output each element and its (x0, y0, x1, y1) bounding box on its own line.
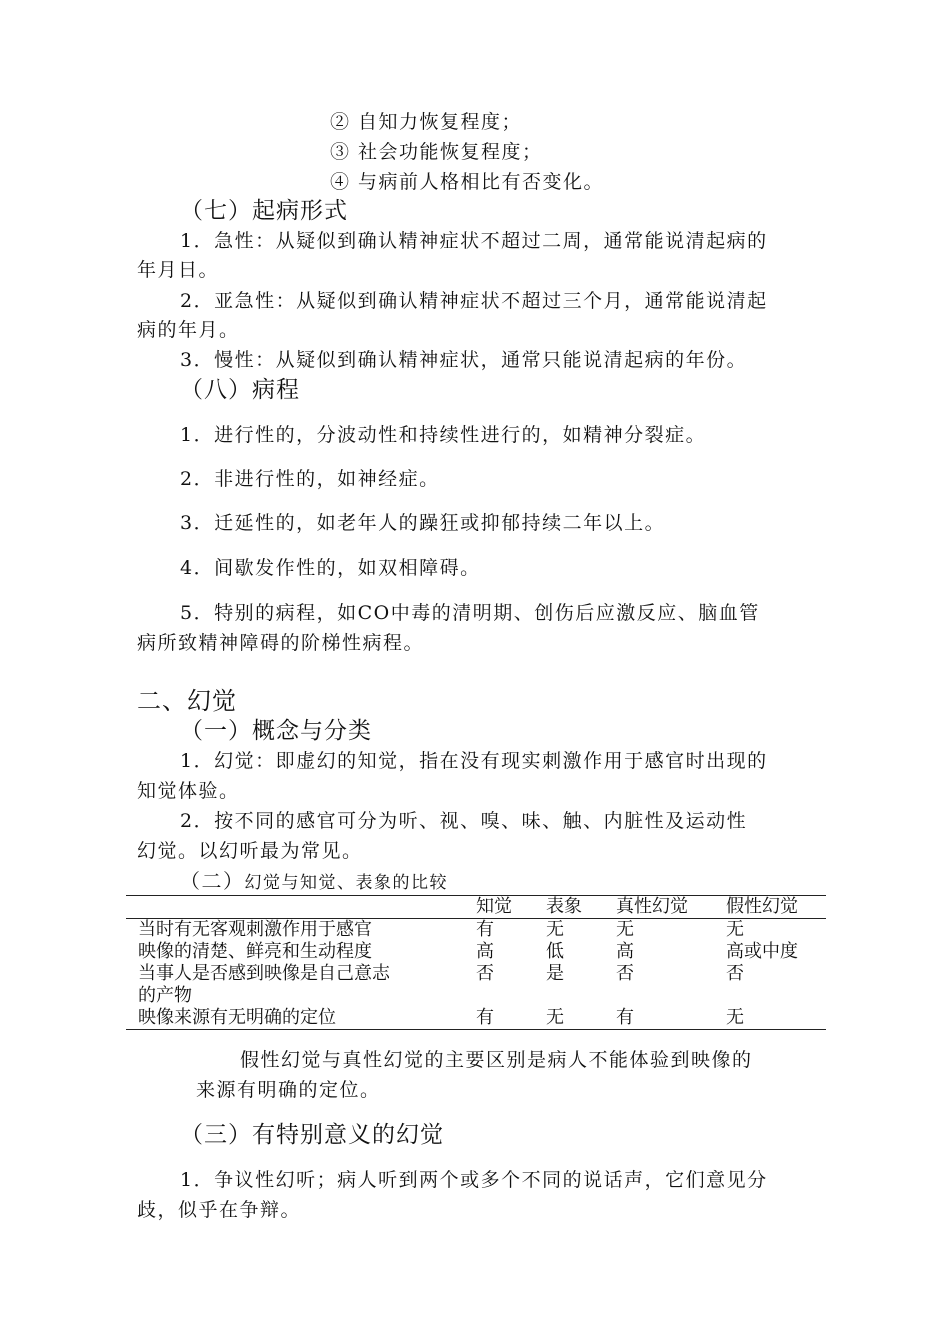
table-cell (726, 985, 826, 1007)
table-cell: 否 (726, 963, 744, 984)
note-line-1: 假性幻觉与真性幻觉的主要区别是病人不能体验到映像的 (240, 1049, 753, 1071)
table-cell (546, 985, 616, 1007)
subsection-1-p2-cont: 幻觉。以幻听最为常见。 (137, 840, 363, 862)
table-cell: 无 (726, 919, 744, 940)
table-cell: 高或中度 (726, 941, 798, 962)
subsection-2-number: （二） (180, 869, 245, 893)
section-7-p1: 1．急性：从疑似到确认精神症状不超过二周，通常能说清起病的 (180, 230, 768, 252)
table-row (126, 985, 826, 1007)
section-7-p3: 3．慢性：从疑似到确认精神症状，通常只能说清起病的年份。 (180, 349, 748, 371)
table-cell (476, 985, 546, 1007)
list-item-3: ③ 社会功能恢复程度； (330, 141, 543, 163)
table-cell: 高 (616, 941, 634, 962)
section-3-p1: 1．争议性幻听；病人听到两个或多个不同的说话声，它们意见分 (180, 1169, 768, 1191)
table-cell: 高 (476, 941, 494, 962)
subsection-2-title (180, 868, 448, 896)
table-cell: 映像的清楚、鲜亮和生动程度 (138, 941, 372, 962)
table-cell: 无 (546, 919, 564, 940)
table-cell: 有 (616, 1007, 634, 1028)
subsection-1-p1-cont: 知觉体验。 (137, 780, 240, 802)
table-row (126, 963, 826, 985)
table-cell: 无 (616, 919, 634, 940)
section-7-p1-cont: 年月日。 (137, 259, 220, 281)
section-8-p5-cont: 病所致精神障碍的阶梯性病程。 (137, 632, 425, 654)
table-cell: 低 (546, 941, 564, 962)
subsection-1-p1: 1．幻觉：即虚幻的知觉，指在没有现实刺激作用于感官时出现的 (180, 750, 768, 772)
subsection-2-label: 幻觉与知觉、表象的比较 (244, 873, 448, 893)
table-cell (616, 985, 726, 1007)
section-7-p2-cont: 病的年月。 (137, 319, 240, 341)
table-header (126, 896, 476, 919)
table-cell: 有 (476, 919, 494, 940)
section-8-title: （八）病程 (180, 377, 300, 403)
table-header: 真性幻觉 (616, 896, 726, 919)
table-header-row (126, 896, 826, 919)
table-header: 假性幻觉 (726, 896, 826, 919)
list-item-4: ④ 与病前人格相比有否变化。 (330, 171, 605, 193)
section-8-p2: 2．非进行性的，如神经症。 (180, 468, 440, 490)
section-8-p5: 5．特别的病程，如CO中毒的清明期、创伤后应激反应、脑血管 (180, 602, 760, 624)
list-item-2: ② 自知力恢复程度； (330, 111, 523, 133)
table-cell: 的产物 (138, 985, 192, 1006)
table-cell: 当时有无客观刺激作用于感官 (138, 919, 372, 940)
section-8-p4: 4．间歇发作性的，如双相障碍。 (180, 557, 481, 579)
chapter-2-title: 二、幻觉 (137, 687, 237, 715)
table-row (126, 1007, 826, 1030)
table-header: 表象 (546, 896, 616, 919)
table-cell: 否 (616, 963, 634, 984)
table-cell: 映像来源有无明确的定位 (138, 1007, 336, 1028)
table-row (126, 941, 826, 963)
table-cell: 当事人是否感到映像是自己意志 (138, 963, 390, 984)
section-3-p1-cont: 歧，似乎在争辩。 (137, 1199, 302, 1221)
section-3-title: （三）有特别意义的幻觉 (180, 1122, 444, 1148)
table-cell: 无 (546, 1007, 564, 1028)
section-7-title: （七）起病形式 (180, 198, 348, 224)
table-header: 知觉 (476, 896, 546, 919)
section-8-p1: 1．进行性的，分波动性和持续性进行的，如精神分裂症。 (180, 424, 707, 446)
subsection-1-p2: 2．按不同的感官可分为听、视、嗅、味、触、内脏性及运动性 (180, 810, 748, 832)
comparison-table (126, 895, 826, 1030)
table-row (126, 919, 826, 942)
note-line-2: 来源有明确的定位。 (196, 1079, 381, 1101)
table-cell: 是 (546, 963, 564, 984)
table-cell: 否 (476, 963, 494, 984)
section-8-p3: 3．迁延性的，如老年人的躁狂或抑郁持续二年以上。 (180, 512, 666, 534)
subsection-1-title: （一）概念与分类 (180, 718, 372, 744)
table-cell: 有 (476, 1007, 494, 1028)
table-cell: 无 (726, 1007, 744, 1028)
section-7-p2: 2．亚急性：从疑似到确认精神症状不超过三个月，通常能说清起 (180, 290, 768, 312)
